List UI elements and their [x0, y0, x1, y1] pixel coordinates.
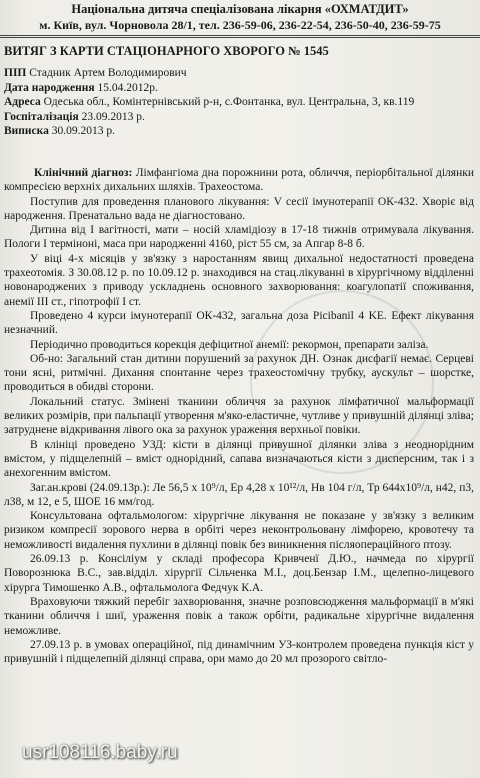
diagnosis-paragraph [4, 166, 474, 195]
hospitalization-label: Госпіталізація [4, 110, 79, 123]
paragraph: Локальний статус. Змінені тканини обличчя за рахунок лімфатичної мальформації великих розмірів, при пальпації утворення м'яко-еластичне, чутливе у привушній ділянці зліва; затруднене відкривання лівого ока за рахунок ураження верхньої повіки. [4, 395, 474, 437]
document-title: ВИТЯГ З КАРТИ СТАЦІОНАРНОГО ХВОРОГО № 1545 [4, 44, 329, 58]
site-watermark: usr108116.baby.ru [22, 742, 178, 763]
paragraph: Дитина від І вагітності, мати – носій хламідіозу в 17-18 тижнів отримувала лікування. Пологи І терміноні, маса при народженні 4160, ріст 55 см, за Апгар 8-8 б. [4, 224, 474, 251]
hospitalization-value: 23.09.2013 р. [81, 110, 145, 123]
paragraph: Консультована офтальмологом: хірургічне лікування не показане у зв'язку з великим ризиком компресії зорового нерва в орбіті через неконтрольовану лімфорею, кровотечу та неможливості видалення пухлини в ділянці повік без виникнення післяопераційного птозу. [4, 510, 474, 551]
paragraph: Заг.ан.крові (24.09.13р.): Лe 56,5 х 10⁹/л, Ер 4,28 х 10¹²/л, Нв 104 г/л, Тр 644х10⁹/л, н42, п3, л38, м 12, е 5, ШОЕ 16 мм/год. [4, 481, 474, 508]
header-divider-top [0, 35, 480, 36]
patient-address-row [4, 95, 474, 110]
paragraph: Проведено 4 курси імунотерапії ОК-432, загальна доза Picibanil 4 KE. Ефект лікування незначний. [4, 309, 474, 337]
paragraph: Поступив для проведення планового лікування: V сесії імунотерапії ОК-432. Хворіє від народження. Пренатально вада не діагностовано. [4, 195, 474, 222]
paragraph: 26.09.13 р. Консіліум у складі професора Кривченї Д.Ю., начмеда по хірургії Поворознюка В.С., зав.відділ. хірургії Сільченка М.І., доц.Бензар І.М., щелепно-лицевого хірурга Тимошенко А.В., офтальмолога Федчук К.А. [4, 553, 474, 594]
patient-dob-value: 15.04.2012р. [97, 81, 158, 94]
paragraph: В клініці проведено УЗД: кісти в ділянці привушної ділянки зліва з неоднорідним вмістом, у підщелепній – вміст однорідний, сапава визначаються кісти з дисперсним, так і з анехогенним вмістом. [4, 438, 474, 480]
patient-address-value: Одеська обл., Комінтернівський р-н, с.Фонтанка, вул. Центральна, 3, кв.119 [43, 96, 415, 109]
patient-dob-row [4, 81, 474, 96]
paragraph: Враховуючи тяжкий перебіг захворювання, значне розповсюдження мальформації в м'які тканини обличчя і шиї, ураження повік а також орбіти, радикальне хірургічне видалення неможливе. [4, 595, 474, 637]
header-divider-bottom [0, 37, 480, 38]
patient-name-value: Стадник Артем Володимирович [29, 67, 187, 79]
discharge-row [4, 124, 474, 139]
paragraph: Об-но: Загальний стан дитини порушений за рахунок ДН. Ознак дисфагії немає. Серцеві тони ясні, ритмічні. Дихання спонтанне через трахеостомічну трубку, аускульт – шорстке, проводиться в обидві сторони. [4, 352, 474, 394]
patient-name-row [4, 66, 474, 81]
paragraph: Періодично проводиться корекція дефіцитної анемії: рекормон, препарати заліза. [30, 338, 429, 351]
paragraph: У віці 4-х місяців у зв'язку з наростанням явищ дихальної недостатності проведена трахеотомія. З 30.08.12 р. по 10.09.12 р. знаходився на стац.лікуванні в хірургічному відділенні новонароджених з приводу ускладнень основного захворювання: коагулопатії споживання, анемії ІІІ ст., гіпотрофії І ст. [4, 252, 474, 308]
discharge-value: 30.09.2013 р. [51, 125, 115, 138]
patient-name-label: ПІП [4, 67, 27, 79]
patient-info [4, 66, 474, 139]
patient-dob-label: Дата народження [4, 81, 95, 94]
hospital-name: Національна дитяча спеціалізована лікарня «ОХМАТДИТ» [71, 2, 409, 16]
patient-address-label: Адреса [4, 96, 41, 109]
hospitalization-row [4, 110, 474, 125]
diagnosis-text: Лімфангіома дна порожнини рота, обличчя, періорбітальної ділянки компресією верхніх дихальних шляхів. Трахеостома. [4, 167, 474, 194]
hospital-address: м. Київ, вул. Чорновола 28/1, тел. 236-59-06, 236-22-54, 236-50-40, 236-59-75 [39, 18, 441, 32]
discharge-label: Виписка [4, 125, 49, 138]
paragraph: 27.09.13 р. в умовах операційної, під динамічним УЗ-контролем проведена пункція кіст у привушній і підщелепній ділянці справа, ори мамо до 20 мл прозорого світло- [4, 638, 474, 666]
diagnosis-label: Клінічний діагноз: [34, 167, 133, 179]
document-body [4, 166, 474, 666]
